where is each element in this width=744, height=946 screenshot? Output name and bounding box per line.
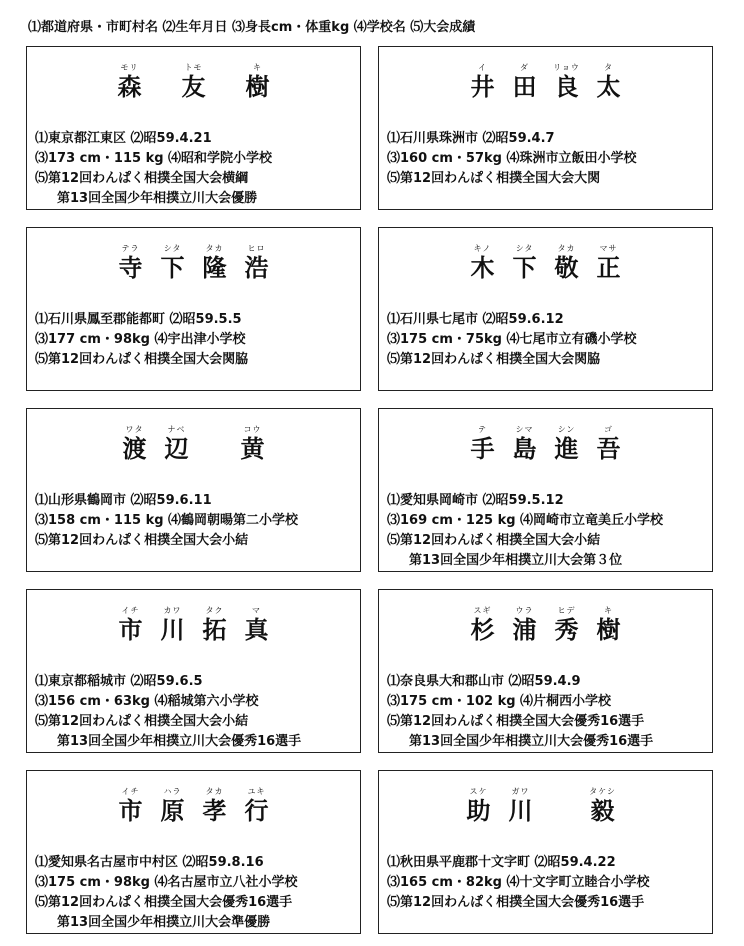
kanji: 森 (117, 72, 142, 101)
wrestler-details (35, 129, 356, 209)
name-char (242, 787, 272, 825)
furigana: ヒデ (557, 606, 576, 615)
kanji: 杉 (470, 615, 495, 644)
furigana: シタ (515, 244, 534, 253)
kanji: 孝 (202, 796, 227, 825)
name-char (158, 787, 188, 825)
detail-line: ⑶177 cm・98kg ⑷宇出津小学校 (35, 332, 246, 347)
name-char (468, 63, 498, 101)
wrestler-card-watanabe-kou (26, 408, 361, 572)
kanji: 隆 (202, 253, 227, 282)
detail-line: ⑴東京都江東区 ⑵昭59.4.21 (35, 131, 212, 146)
name-char (158, 606, 188, 644)
furigana: スギ (473, 606, 492, 615)
name-char (200, 244, 230, 282)
wrestler-name (379, 244, 712, 282)
kanji: 下 (160, 253, 185, 282)
kanji: 辺 (164, 434, 189, 463)
detail-line: 第13回全国少年相撲立川大会優秀16選手 (57, 734, 302, 749)
furigana: ユキ (247, 787, 266, 796)
name-char (464, 787, 494, 825)
kanji: 井 (470, 72, 495, 101)
name-char (552, 244, 582, 282)
name-char (115, 63, 145, 101)
furigana: ハラ (163, 787, 182, 796)
name-char (578, 787, 628, 825)
furigana: ガワ (511, 787, 530, 796)
wrestler-card-terashita-takahiro (26, 227, 361, 391)
furigana: ダ (520, 63, 529, 72)
kanji: 田 (512, 72, 537, 101)
detail-line: ⑶175 cm・102 kg ⑷片桐西小学校 (387, 694, 612, 709)
kanji: 島 (512, 434, 537, 463)
furigana: モリ (120, 63, 139, 72)
furigana: ゴ (604, 425, 613, 434)
name-char (594, 425, 624, 463)
detail-line: ⑴石川県鳳至郡能都町 ⑵昭59.5.5 (35, 312, 242, 327)
wrestler-card-sugiura-hideki (378, 589, 713, 753)
kanji: 寺 (118, 253, 143, 282)
furigana: カワ (163, 606, 182, 615)
detail-line: ⑶165 cm・82kg ⑷十文字町立睦合小学校 (387, 875, 650, 890)
detail-line: ⑴秋田県平鹿郡十文字町 ⑵昭59.4.22 (387, 855, 616, 870)
name-char (552, 63, 582, 101)
kanji: 川 (508, 796, 533, 825)
detail-line: 第13回全国少年相撲立川大会準優勝 (57, 915, 271, 930)
furigana: ナベ (167, 425, 186, 434)
detail-line: ⑸第12回わんぱく相撲全国大会関脇 (387, 352, 601, 367)
furigana: ヒロ (247, 244, 266, 253)
detail-line: 第13回全国少年相撲立川大会優秀16選手 (409, 734, 654, 749)
name-char (552, 425, 582, 463)
detail-line: ⑴東京都稲城市 ⑵昭59.6.5 (35, 674, 203, 689)
wrestler-name (27, 787, 360, 825)
detail-line: ⑸第12回わんぱく相撲全国大会小結 (387, 533, 601, 548)
detail-line: ⑴山形県鶴岡市 ⑵昭59.6.11 (35, 493, 212, 508)
name-char (594, 606, 624, 644)
wrestler-card-teshima-shingo (378, 408, 713, 572)
furigana: テ (478, 425, 487, 434)
furigana: マサ (599, 244, 618, 253)
wrestler-details (387, 310, 708, 370)
kanji: 樹 (245, 72, 270, 101)
name-char (238, 425, 268, 463)
kanji: 太 (596, 72, 621, 101)
kanji: 下 (512, 253, 537, 282)
detail-line: ⑶175 cm・75kg ⑷七尾市立有磯小学校 (387, 332, 637, 347)
name-char (243, 63, 273, 101)
wrestler-name (27, 606, 360, 644)
furigana: シマ (515, 425, 534, 434)
name-char (116, 787, 146, 825)
kanji: 手 (470, 434, 495, 463)
furigana: キ (253, 63, 262, 72)
name-char (468, 425, 498, 463)
wrestler-details (387, 672, 708, 752)
detail-line: ⑶169 cm・125 kg ⑷岡崎市立竜美丘小学校 (387, 513, 664, 528)
name-char (510, 425, 540, 463)
kanji: 行 (244, 796, 269, 825)
furigana: タカ (205, 244, 224, 253)
kanji: 原 (160, 796, 185, 825)
name-char (594, 244, 624, 282)
wrestler-details (387, 129, 708, 189)
kanji: 真 (244, 615, 269, 644)
furigana: タカ (557, 244, 576, 253)
name-char (242, 606, 272, 644)
furigana: ウラ (515, 606, 534, 615)
kanji: 拓 (202, 615, 227, 644)
detail-line: ⑸第12回わんぱく相撲全国大会大関 (387, 171, 601, 186)
furigana: イ (478, 63, 487, 72)
furigana: スケ (469, 787, 488, 796)
legend-header: ⑴都道府県・市町村名 ⑵生年月日 ⑶身長cm・体重kg ⑷学校名 ⑸大会成績 (28, 20, 476, 35)
detail-line: ⑴奈良県大和郡山市 ⑵昭59.4.9 (387, 674, 581, 689)
detail-line: ⑸第12回わんぱく相撲全国大会小結 (35, 714, 249, 729)
name-char (200, 787, 230, 825)
furigana: コウ (243, 425, 262, 434)
name-char (468, 606, 498, 644)
furigana: トモ (184, 63, 203, 72)
wrestler-card-kinoshita-takamasa (378, 227, 713, 391)
furigana: タク (205, 606, 224, 615)
detail-line: 第13回全国少年相撲立川大会第３位 (409, 553, 623, 568)
detail-line: ⑶175 cm・98kg ⑷名古屋市立八社小学校 (35, 875, 298, 890)
name-char (510, 606, 540, 644)
furigana: シン (557, 425, 576, 434)
detail-line: ⑸第12回わんぱく相撲全国大会優秀16選手 (35, 895, 293, 910)
wrestler-details (35, 672, 356, 752)
wrestler-details (35, 491, 356, 551)
name-char (158, 244, 188, 282)
kanji: 市 (118, 615, 143, 644)
kanji: 浦 (512, 615, 537, 644)
wrestler-name (379, 63, 712, 101)
detail-line: ⑴愛知県岡崎市 ⑵昭59.5.12 (387, 493, 564, 508)
detail-line: ⑸第12回わんぱく相撲全国大会横綱 (35, 171, 249, 186)
kanji: 樹 (596, 615, 621, 644)
name-char (116, 244, 146, 282)
kanji: 毅 (590, 796, 615, 825)
detail-line: ⑸第12回わんぱく相撲全国大会小結 (35, 533, 249, 548)
kanji: 進 (554, 434, 579, 463)
detail-line: ⑸第12回わんぱく相撲全国大会優秀16選手 (387, 714, 645, 729)
wrestler-card-ichikawa-takuma (26, 589, 361, 753)
wrestler-details (35, 853, 356, 933)
wrestler-name (27, 425, 360, 463)
furigana: イチ (121, 787, 140, 796)
furigana: シタ (163, 244, 182, 253)
furigana: ワタ (125, 425, 144, 434)
name-char (179, 63, 209, 101)
name-char (510, 63, 540, 101)
furigana: イチ (121, 606, 140, 615)
kanji: 川 (160, 615, 185, 644)
detail-line: ⑶160 cm・57kg ⑷珠洲市立飯田小学校 (387, 151, 637, 166)
furigana: キノ (473, 244, 492, 253)
kanji: 浩 (244, 253, 269, 282)
wrestler-card-mori-tomoki (26, 46, 361, 210)
wrestler-card-sukegawa-takeshi (378, 770, 713, 934)
detail-line: ⑸第12回わんぱく相撲全国大会優秀16選手 (387, 895, 645, 910)
wrestler-details (387, 853, 708, 913)
kanji: 吾 (596, 434, 621, 463)
name-char (510, 244, 540, 282)
furigana: マ (252, 606, 261, 615)
furigana: キ (604, 606, 613, 615)
detail-line: ⑴愛知県名古屋市中村区 ⑵昭59.8.16 (35, 855, 264, 870)
kanji: 渡 (122, 434, 147, 463)
kanji: 敬 (554, 253, 579, 282)
kanji: 助 (466, 796, 491, 825)
detail-line: ⑶156 cm・63kg ⑷稲城第六小学校 (35, 694, 259, 709)
name-char (242, 244, 272, 282)
name-char (468, 244, 498, 282)
wrestler-details (35, 310, 356, 370)
furigana: リョウ (553, 63, 580, 72)
wrestler-card-ida-ryota (378, 46, 713, 210)
detail-line: ⑸第12回わんぱく相撲全国大会関脇 (35, 352, 249, 367)
detail-line: ⑴石川県珠洲市 ⑵昭59.4.7 (387, 131, 555, 146)
name-char (162, 425, 192, 463)
name-char (116, 606, 146, 644)
wrestler-name (27, 244, 360, 282)
furigana: タカ (205, 787, 224, 796)
detail-line: ⑴石川県七尾市 ⑵昭59.6.12 (387, 312, 564, 327)
kanji: 正 (596, 253, 621, 282)
kanji: 市 (118, 796, 143, 825)
kanji: 友 (181, 72, 206, 101)
furigana: タ (604, 63, 613, 72)
furigana: テラ (121, 244, 140, 253)
furigana: タケシ (589, 787, 616, 796)
detail-line: 第13回全国少年相撲立川大会優勝 (57, 191, 258, 206)
kanji: 木 (470, 253, 495, 282)
wrestler-details (387, 491, 708, 571)
detail-line: ⑶158 cm・115 kg ⑷鶴岡朝暘第二小学校 (35, 513, 299, 528)
kanji: 良 (554, 72, 579, 101)
kanji: 秀 (554, 615, 579, 644)
wrestler-name (379, 606, 712, 644)
name-char (552, 606, 582, 644)
wrestler-name (27, 63, 360, 101)
name-char (120, 425, 150, 463)
wrestler-card-ichihara-takayuki (26, 770, 361, 934)
kanji: 黄 (240, 434, 265, 463)
wrestler-name (379, 787, 712, 825)
wrestler-name (379, 425, 712, 463)
name-char (506, 787, 536, 825)
detail-line: ⑶173 cm・115 kg ⑷昭和学院小学校 (35, 151, 273, 166)
name-char (200, 606, 230, 644)
name-char (594, 63, 624, 101)
